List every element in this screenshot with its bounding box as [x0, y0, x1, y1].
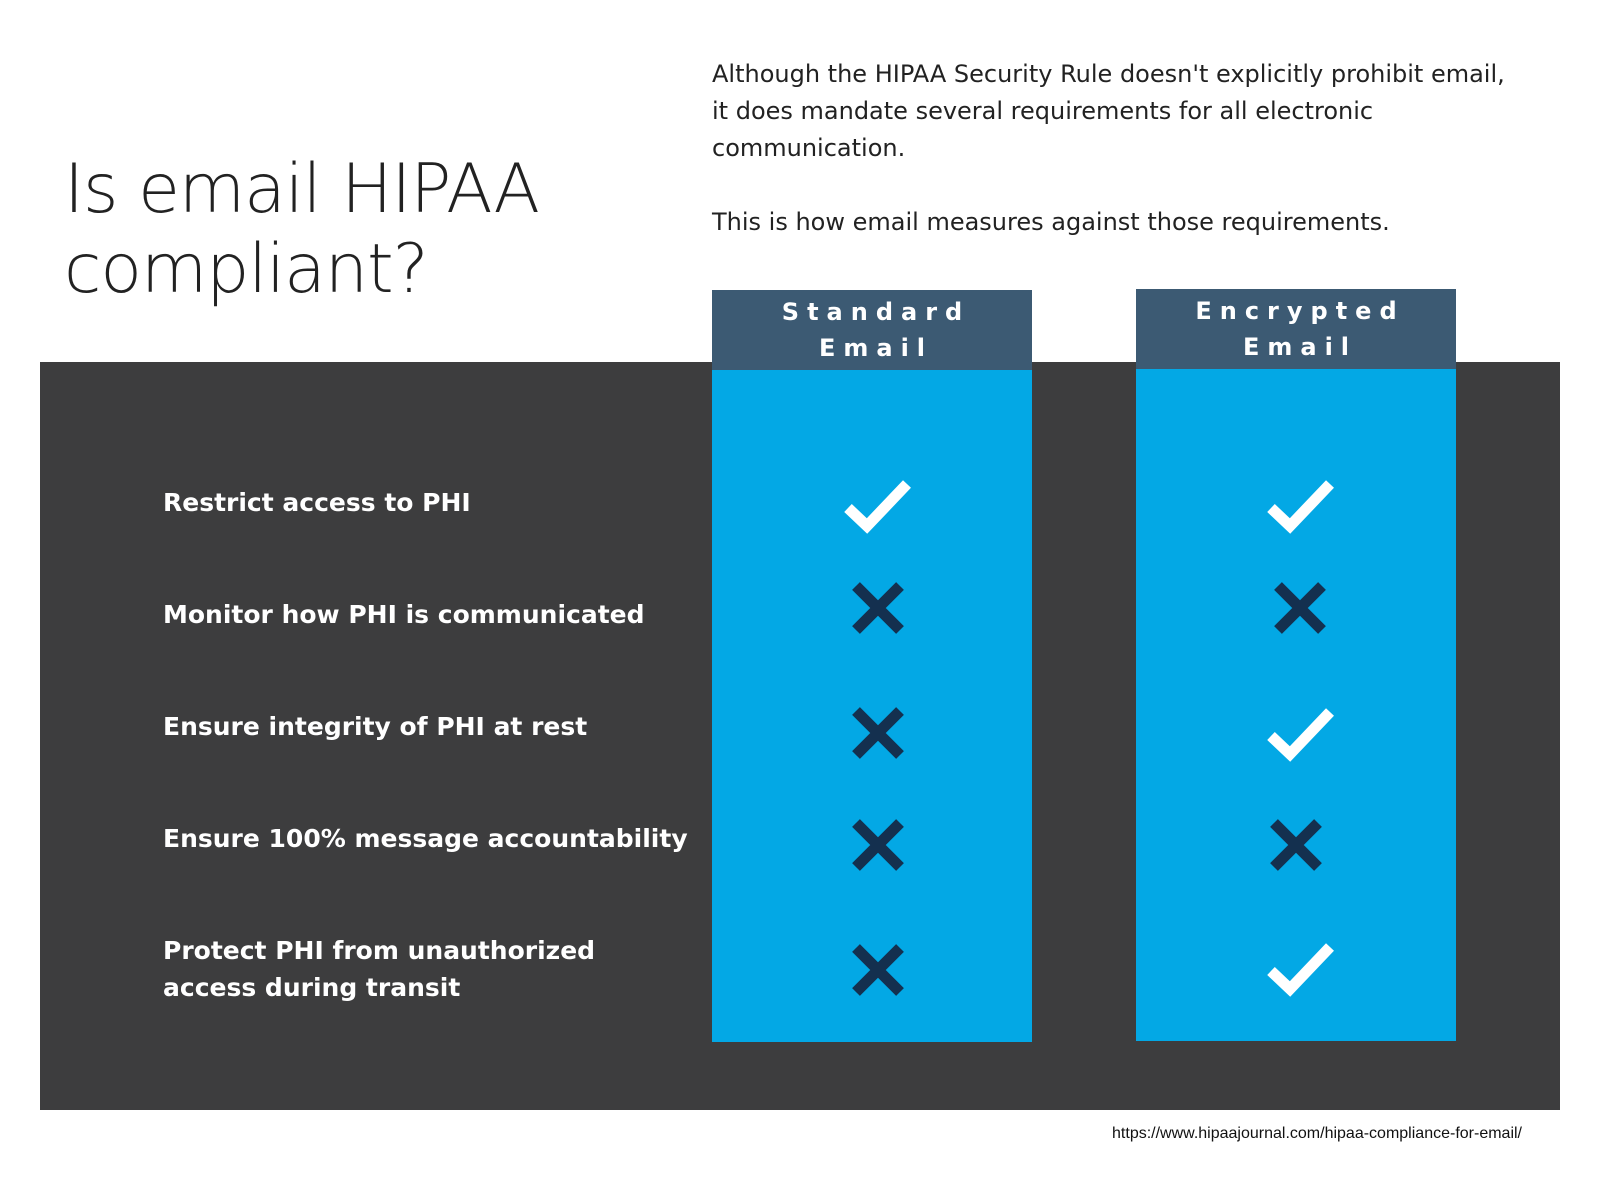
mark-row2-standard [843, 573, 913, 643]
mark-row5-encrypted [1266, 935, 1336, 1005]
cross-icon [843, 698, 913, 768]
mark-row4-standard [843, 810, 913, 880]
source-url: https://www.hipaajournal.com/hipaa-compliance-for-email/ [1112, 1125, 1522, 1142]
column-header-encrypted-line-1: Encrypted [1195, 297, 1405, 325]
mark-row3-standard [843, 698, 913, 768]
mark-row3-encrypted [1266, 700, 1336, 770]
check-icon [843, 472, 913, 542]
mark-row1-encrypted [1266, 472, 1336, 542]
column-header-standard-line-1: Standard [781, 298, 971, 326]
intro-paragraph-2: This is how email measures against those requirements. [712, 208, 1390, 236]
column-header-encrypted [1136, 289, 1456, 369]
row-label-restrict-access: Restrict access to PHI [163, 488, 471, 517]
row-label-protect-in-transit: Protect PHI from unauthorized access during transit [163, 936, 596, 1002]
title-line-1: Is email HIPAA [64, 150, 540, 229]
column-header-standard-line-2: Email [818, 334, 934, 362]
cross-icon [843, 810, 913, 880]
column-header-standard [712, 290, 1032, 370]
check-icon [1266, 700, 1336, 770]
page-title [64, 150, 664, 310]
row-label-integrity-at-rest: Ensure integrity of PHI at rest [163, 712, 588, 741]
intro-paragraph-1: Although the HIPAA Security Rule doesn't explicitly prohibit email, it does mandate several requirements for all electronic communication. [712, 60, 1505, 162]
check-icon [1266, 935, 1336, 1005]
cross-icon [1265, 573, 1335, 643]
mark-row2-encrypted [1265, 573, 1335, 643]
mark-row5-standard [843, 935, 913, 1005]
mark-row4-encrypted [1261, 810, 1331, 880]
row-label-monitor-communication: Monitor how PHI is communicated [163, 600, 645, 629]
cross-icon [1261, 810, 1331, 880]
cross-icon [843, 573, 913, 643]
intro-text [712, 56, 1512, 241]
title-line-2: compliant? [64, 230, 428, 309]
column-header-encrypted-line-2: Email [1242, 333, 1358, 361]
cross-icon [843, 935, 913, 1005]
mark-row1-standard [843, 472, 913, 542]
row-label-message-accountability: Ensure 100% message accountability [163, 824, 688, 853]
check-icon [1266, 472, 1336, 542]
